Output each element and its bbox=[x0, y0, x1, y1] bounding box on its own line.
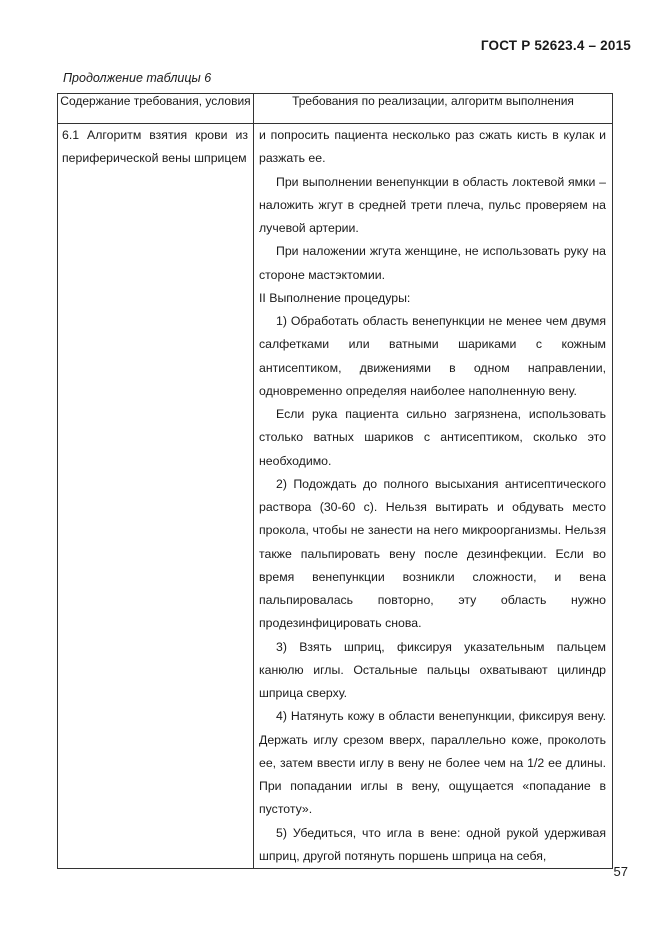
algorithm-paragraph: и попросить пациента несколько раз сжать кисть в кулак и разжать ее. bbox=[259, 128, 606, 166]
algorithm-paragraph: 4) Натянуть кожу в области венепункции, фиксируя вену. Держать иглу срезом вверх, параллельно коже, проколоть ее, затем ввести иглу в вену не более чем на 1/2 ее длины. При попадании иглы в вену, ощущается «попадание в пустоту». bbox=[259, 709, 606, 817]
algorithm-paragraph: 5) Убедиться, что игла в вене: одной рукой удерживая шприц, другой потянуть поршень шприца на себя, bbox=[259, 825, 606, 863]
algorithm-paragraph: 2) Подождать до полного высыхания антисептического раствора (30-60 с). Нельзя вытирать и обдувать место прокола, чтобы не занести на него микроорганизмы. Нельзя также пальпировать вену после дезинфекции. Если во время венепункции возникли сложности, и вена пальпировалась повторно, эту область нужно продезинфицировать снова. bbox=[259, 476, 606, 631]
algorithm-paragraph: 3) Взять шприц, фиксируя указательным пальцем канюлю иглы. Остальные пальцы охватывают цилиндр шприца сверху. bbox=[259, 639, 606, 700]
requirement-text: 6.1 Алгоритм взятия крови из периферической вены шприцем bbox=[62, 128, 248, 166]
algorithm-paragraph: При выполнении венепункции в область локтевой ямки – наложить жгут в средней трети плеча, пульс проверяем на лучевой артерии. bbox=[259, 174, 606, 235]
table-row bbox=[58, 124, 613, 869]
requirements-table bbox=[57, 93, 613, 869]
algorithm-section-heading: II Выполнение процедуры: bbox=[259, 290, 411, 305]
algorithm-cell bbox=[254, 124, 613, 869]
algorithm-text bbox=[254, 124, 612, 868]
table-header-row bbox=[58, 94, 613, 124]
requirement-cell bbox=[58, 124, 254, 869]
column-header-requirement: Содержание требования, условия bbox=[58, 94, 254, 124]
algorithm-paragraph: При наложении жгута женщине, не использовать руку на стороне мастэктомии. bbox=[259, 244, 606, 282]
algorithm-paragraph: 1) Обработать область венепункции не менее чем двумя салфетками или ватными шариками с кожным антисептиком, движениями в одном направлении, одновременно определяя наиболее наполненную вену. bbox=[259, 314, 606, 398]
document-standard-header: ГОСТ Р 52623.4 – 2015 bbox=[480, 38, 631, 53]
column-header-algorithm: Требования по реализации, алгоритм выполнения bbox=[254, 94, 613, 124]
algorithm-paragraph: Если рука пациента сильно загрязнена, использовать столько ватных шариков с антисептиком, сколько это необходимо. bbox=[259, 407, 606, 468]
table-caption: Продолжение таблицы 6 bbox=[63, 71, 212, 85]
page-number: 57 bbox=[613, 864, 628, 879]
